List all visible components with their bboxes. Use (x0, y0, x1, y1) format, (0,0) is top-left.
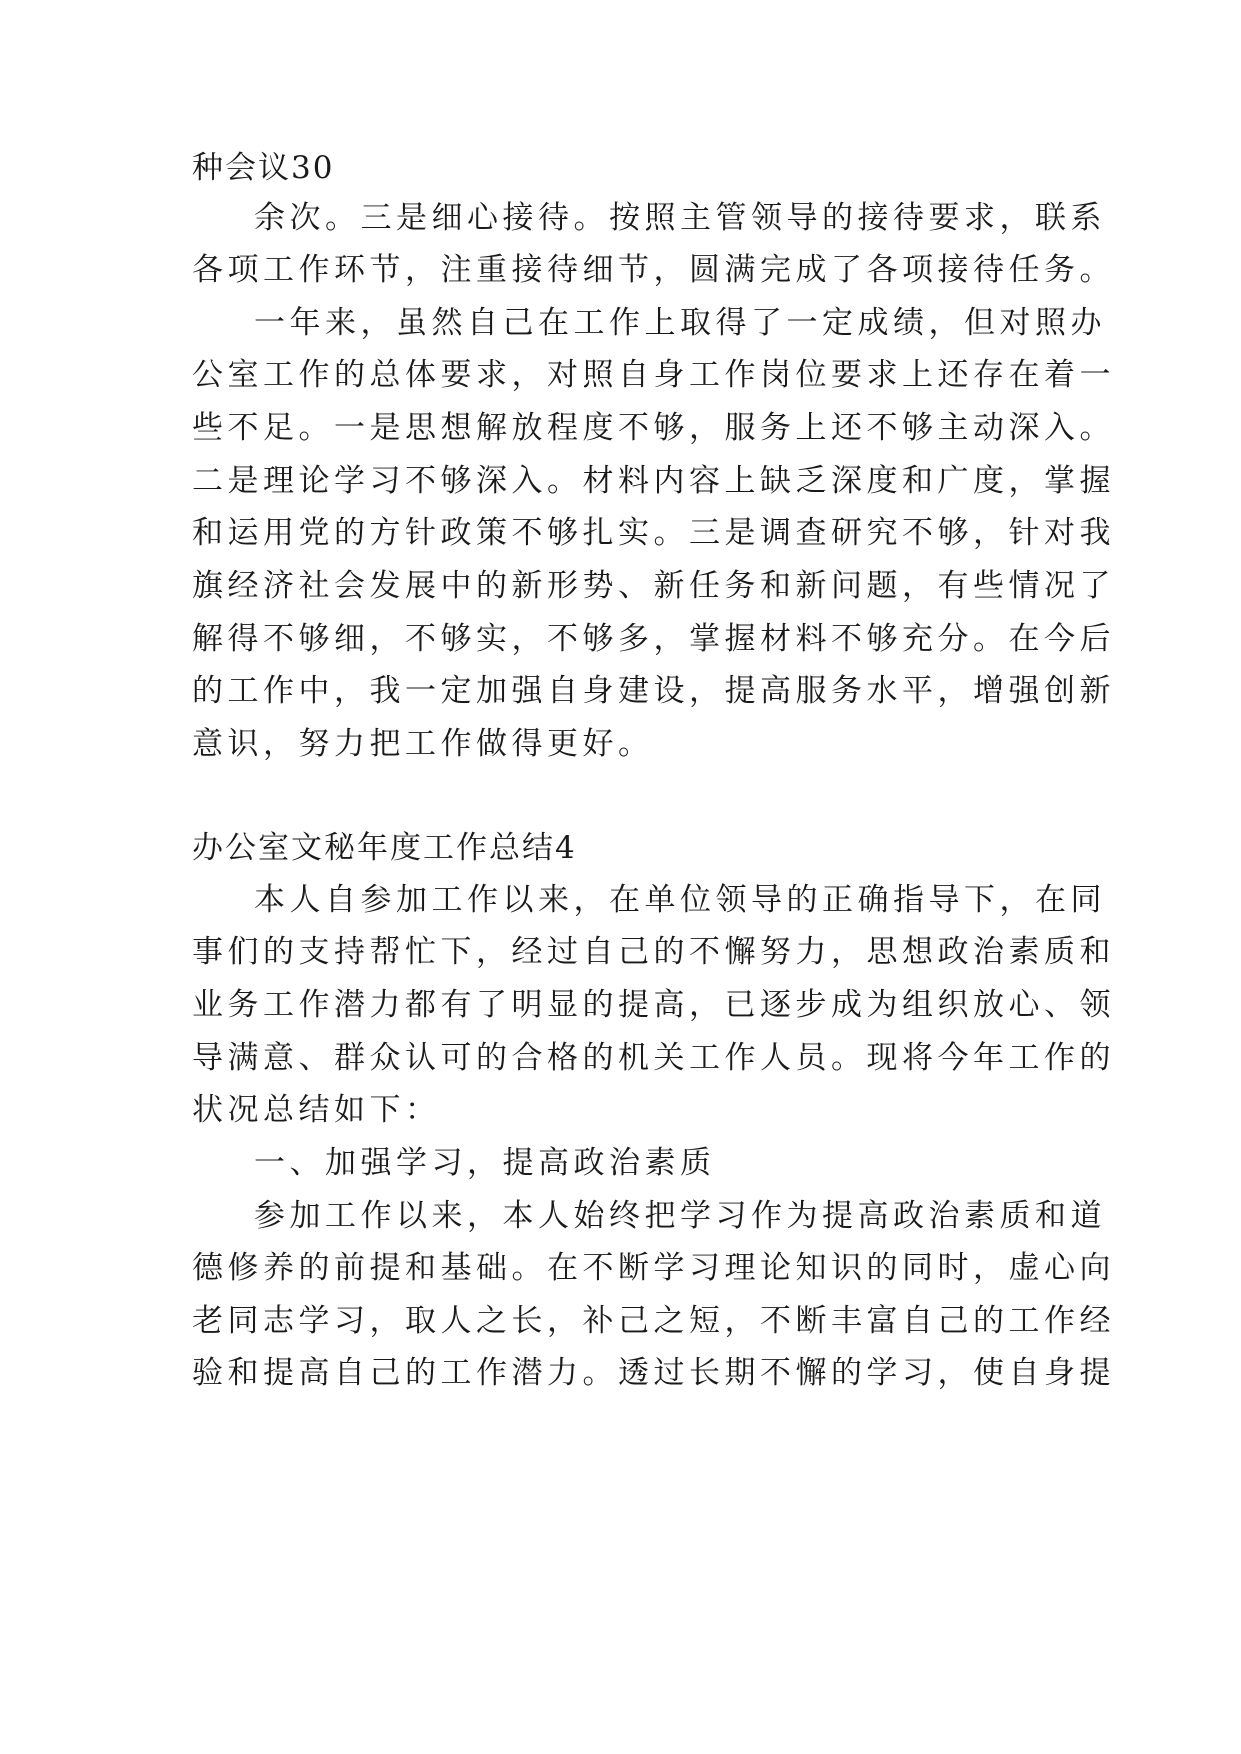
text-line: 德修养的前提和基础。在不断学习理论知识的同时，虚心向 (192, 1250, 1115, 1286)
section-heading: 办公室文秘年度工作总结4 (192, 830, 577, 866)
text-line: 参加工作以来，本人始终把学习作为提高政治素质和道 (254, 1198, 1106, 1234)
text-line: 验和提高自己的工作潜力。透过长期不懈的学习，使自身提 (192, 1355, 1115, 1391)
text-line: 各项工作环节，注重接待细节，圆满完成了各项接待任务。 (192, 252, 1115, 288)
text-line: 一年来，虽然自己在工作上取得了一定成绩，但对照办 (254, 305, 1106, 341)
text-line: 意识，努力把工作做得更好。 (192, 726, 654, 762)
text-line: 余次。三是细心接待。按照主管领导的接待要求，联系 (254, 200, 1106, 236)
text-line: 本人自参加工作以来，在单位领导的正确指导下，在同 (254, 882, 1106, 918)
text-line: 解得不够细，不够实，不够多，掌握材料不够充分。在今后 (192, 621, 1115, 657)
text-line: 状况总结如下： (192, 1092, 441, 1128)
text-line: 和运用党的方针政策不够扎实。三是调查研究不够，针对我 (192, 515, 1115, 551)
text-line: 旗经济社会发展中的新形势、新任务和新问题，有些情况了 (192, 568, 1115, 604)
subheading: 一、加强学习，提高政治素质 (254, 1145, 716, 1181)
text-line: 公室工作的总体要求，对照自身工作岗位要求上还存在着一 (192, 357, 1115, 393)
text-line: 老同志学习，取人之长，补己之短，不断丰富自己的工作经 (192, 1303, 1115, 1339)
text-line: 些不足。一是思想解放程度不够，服务上还不够主动深入。 (192, 410, 1115, 446)
text-line: 的工作中，我一定加强自身建设，提高服务水平，增强创新 (192, 673, 1115, 709)
text-line: 种会议30 (192, 150, 335, 186)
text-line: 导满意、群众认可的合格的机关工作人员。现将今年工作的 (192, 1040, 1115, 1076)
text-line: 业务工作潜力都有了明显的提高，已逐步成为组织放心、领 (192, 987, 1115, 1023)
text-line: 二是理论学习不够深入。材料内容上缺乏深度和广度，掌握 (192, 463, 1115, 499)
text-line: 事们的支持帮忙下，经过自己的不懈努力，思想政治素质和 (192, 934, 1115, 970)
